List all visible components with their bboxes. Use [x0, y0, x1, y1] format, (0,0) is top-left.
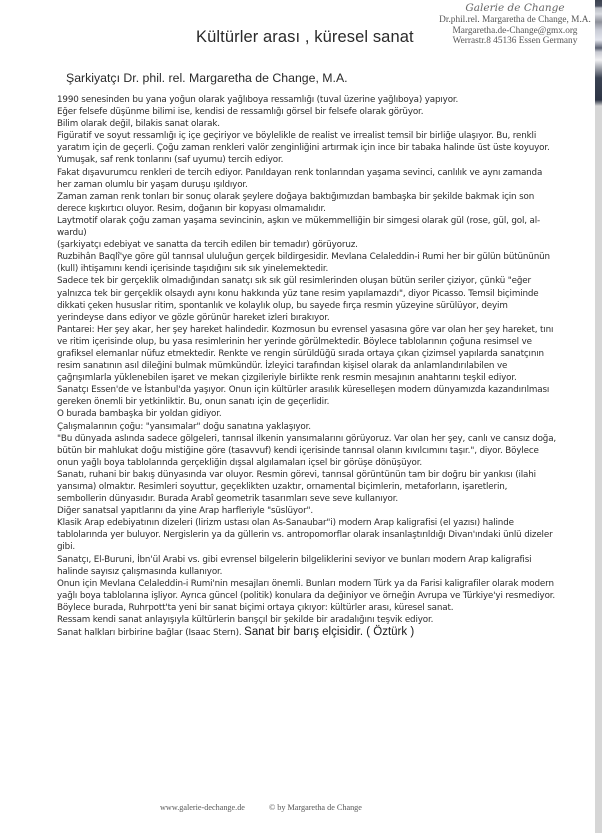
document-title: Kültürler arası , küresel sanat	[196, 28, 414, 46]
paragraph: Fakat dışavurumcu renkleri de tercih ediyor. Panıldayan renk tonlarından yaşama sevinci, canlılık ve aynı zamanda her zaman olumlu bir yaşam duruşu ışıldıyor.	[57, 167, 543, 190]
paragraph: Klasik Arap edebiyatının dizeleri (lirizm ustası olan As-Sanaubar"i) modern Arap kaligrafisi (el yazısı) halinde tablolarında yer buluyor. Nergislerin ya da güllerin vs. antropomorflar olarak insanlaştırıldığı Divan'ındaki ünlü dizeler gibi.	[57, 518, 553, 553]
paragraph: 1990 senesinden bu yana yoğun olarak yağlıboya ressamlığı (tuval üzerine yağlıboya) yapıyor.	[57, 95, 459, 105]
paragraph: Figüratif ve soyut ressamlığı iç içe geçiriyor ve böylelikle de realist ve irrealist temsil bir birliğe ulaşıyor. Bu, renkli yaratım için de geçerli. Çoğu zaman renkleri valör zenginliğini artırmak için ince bir tabaka halinde üst üste koyuyor.	[57, 131, 550, 154]
footer-website[interactable]: www.galerie-dechange.de	[160, 803, 245, 812]
paragraph: Ruzbihân Baqlî'ye göre gül tanrısal ululuğun gerçek bildirgesidir. Mevlana Celaleddin-i Rumi her bir gülün bütününün (kull) ihtişamını kendi içerisinde taşıdığını sık sık yinelemektedir.	[57, 252, 550, 275]
letterhead-name: Dr.phil.rel. Margaretha de Change, M.A.	[439, 15, 591, 25]
paragraph: Ressam kendi sanat anlayışıyla kültürlerin barışçıl bir şekilde bir aradalığını teşvik ediyor.	[57, 615, 434, 626]
letterhead-address: Werrastr.8 45136 Essen Germany	[452, 36, 578, 46]
paragraph: Zaman zaman renk tonları bir sonuç olarak şeylere doğaya baktığımızdan bambaşka bir şekilde bakmak için son derece kışkırtıcı oluyor. Resim, doğanın bir kopyası olmamalıdır.	[57, 191, 535, 214]
closing-emphasis: Sanat bir barış elçisidir. ( Öztürk )	[244, 626, 415, 639]
paragraph: Sanatçı Essen'de ve İstanbul'da yaşıyor. Onun için kültürler arasılık küreselleşen modern dünyamızda kazandırılması gereken önemli bir yetkinliktir. Bu, onun sanatı için de geçerlidir.	[57, 385, 550, 408]
paragraph: Onun için Mevlana Celaleddin-i Rumi'nin mesajları önemli. Bunları modern Türk ya da Farisi kaligrafiler olarak modern yağlı boya tablolarına işliyor. Ayrıca güncel (politik) konulara da değiniyor ve örneğin Avrupa ve Türkiye'yi resmediyor.	[57, 578, 556, 601]
author-line: Şarkiyatçı Dr. phil. rel. Margaretha de Change, M.A.	[66, 71, 348, 85]
paragraph: O burada bambaşka bir yoldan gidiyor.	[57, 409, 222, 420]
paragraph: Sadece tek bir gerçeklik olmadığından sanatçı sık sık gül resimlerinden oluşan bütün seriler çiziyor, çünkü "eğer yalnızca tek bir gerçeklik olsaydı aynı konu hakkında yüz tane resim yapılamazdı", diyor Picasso. Temsil biçiminde dikkati çeken hususlar ritim, spontanlık ve kolaylık olup, bu sayede fırça resmin yüzeyine sürülüyor, deyim yerindeyse dans ediyor ve gözle görünür hareket izleri bırakıyor.	[57, 276, 539, 323]
paragraph: Eğer felsefe düşünme bilimi ise, kendisi de ressamlığı görsel bir felsefe olarak görüyor.	[57, 107, 424, 118]
footer-copyright: © by Margaretha de Change	[268, 803, 362, 812]
gallery-logo: Galerie de Change	[465, 2, 565, 14]
paragraph: Sanatı, ruhani bir bakış dünyasında var oluyor. Resmin görevi, tanrısal görüntünün tam bir doğru bir yankısı (ilahi yansıma) olmaktır. Resimleri soyuttur, geçeklikten uzaktır, ornamental biçimlerin, metaforların, işaretlerin, sembollerin dünyasıdır. Burada Arabî geometrik tasarımları seve seve kullanıyor.	[57, 469, 536, 505]
paragraph: (şarkiyatçı edebiyat ve sanatta da tercih edilen bir temadır) görüyoruz.	[57, 240, 358, 251]
closing-line	[57, 626, 557, 639]
paragraph: Pantarei: Her şey akar, her şey hareket halindedir. Kozmosun bu evrensel yasasına göre var olan her şey hareket, tını ve ritim içerisinde olup, bu yasa resimlerinin her yerinde görülmektedir. Böylece tablolarının çoğuna resimsel ve grafiksel elemanlar nüfuz etmektedir. Renkte ve rengin sürüldüğü sırada ortaya çıkan çizimsel yapılarda sanatçının resim sanatının asıl dileğini bulmak mümkündür. İzleyici tarafından kişisel olarak da anlamlandırılabilen ve çağrışımlarla yüklenebilen işaret ve mekan çizgileriyle birlikte renk resmin mesajının anahtarını teşkil ediyor.	[57, 324, 554, 384]
paragraph: "Bu dünyada aslında sadece gölgeleri, tanrısal ilkenin yansımalarını görüyoruz. Var olan her şey, canlı ve cansız doğa, bütün bir mahlukat doğu mistiğine göre (tasavvuf) kendi içerisinde tanrısal olanın kıvılcımını taşır.", diyor. Böylece onun yağlı boya tablolarında gerçekliğin dışsal algılamaları içsel bir görüşe dönüşüyor.	[57, 433, 557, 468]
scrollbar[interactable]	[595, 0, 602, 833]
paragraph: Yumuşak, saf renk tonlarını (saf uyumu) tercih ediyor.	[57, 155, 284, 166]
paragraph: Diğer sanatsal yapıtlarını da yine Arap harfleriyle "süslüyor".	[57, 506, 314, 517]
paragraph: Böylece burada, Ruhrpott'ta yeni bir sanat biçimi ortaya çıkıyor: kültürler arası, küresel sanat.	[57, 602, 454, 613]
paragraph: Bilim olarak değil, bilakis sanat olarak.	[57, 119, 220, 130]
paragraph: Sanatçı, El-Buruni, İbn'ül Arabi vs. gibi evrensel bilgelerin bilgeliklerini seviyor ve bunları modern Arap kaligrafisi halinde sayısız çalışmasında kullanıyor.	[57, 554, 532, 577]
document-body	[57, 94, 557, 639]
paragraph: Laytmotif olarak çoğu zaman yaşama sevincinin, aşkın ve mükemmelliğin bir simgesi olarak gül (rose, gül, gol, al-wardu)	[57, 215, 541, 239]
isaac-stern-quote: Sanat halkları birbirine bağlar (Isaac Stern).	[57, 628, 242, 639]
footer	[160, 803, 384, 812]
letterhead	[430, 2, 600, 47]
letterhead-email: Margaretha.de-Change@gmx.org	[452, 25, 578, 36]
paragraph: Çalışmalarının çoğu: "yansımalar" doğu sanatına yaklaşıyor.	[57, 421, 311, 432]
